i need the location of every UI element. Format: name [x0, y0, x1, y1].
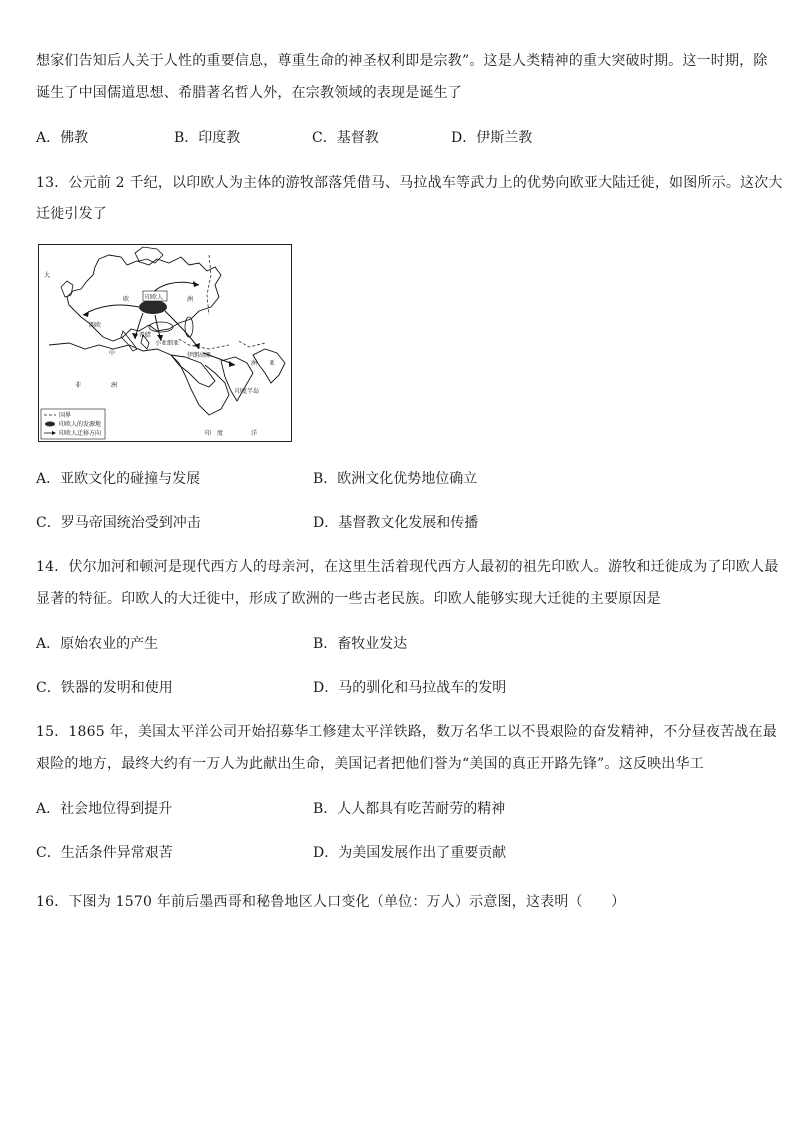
- legend-homeland-symbol: [45, 422, 55, 427]
- q15-option-b: B．人人都具有吃苦耐劳的精神: [313, 801, 506, 817]
- q14-option-c: C．铁器的发明和使用: [36, 680, 173, 696]
- label-india: 印度半岛: [235, 388, 260, 395]
- label-homeland: 印欧人: [145, 294, 164, 301]
- arabia-coastline: [171, 355, 215, 387]
- label-europe-1: 欧: [123, 296, 130, 303]
- british-isles: [61, 281, 73, 297]
- arrowhead-north: [193, 281, 199, 287]
- indo-european-homeland: [139, 300, 167, 314]
- label-africa-1: 非: [75, 382, 82, 389]
- label-asia-minor: 小亚细亚: [155, 340, 180, 347]
- q12-option-c: C．基督教: [312, 130, 379, 146]
- legend-border-label: 国界: [59, 412, 72, 419]
- map-legend: [41, 409, 105, 439]
- q13-option-b: B．欧洲文化优势地位确立: [313, 471, 478, 487]
- label-ocean-3: 洋: [251, 430, 258, 437]
- q12-option-b: B．印度教: [174, 130, 241, 146]
- q14-stem-line-1: 14．伏尔加河和顿河是现代西方人的母亲河，在这里生活着现代西方人最初的祖先印欧人。游牧和迁徙成为了印欧人最: [36, 559, 779, 575]
- label-greece: 希腊: [139, 332, 152, 339]
- q14-option-d: D．马的驯化和马拉战车的发明: [313, 680, 507, 696]
- q15-option-d: D．为美国发展作出了重要贡献: [313, 845, 507, 861]
- migration-map-svg: [39, 245, 291, 441]
- label-asia-2: 亚: [269, 360, 276, 367]
- q14-option-b: B．畜牧业发达: [313, 636, 408, 652]
- arrowhead-greece: [132, 333, 138, 339]
- label-iran: 伊朗高原: [187, 352, 212, 359]
- q12-option-d: D．伊斯兰教: [451, 130, 533, 146]
- indo-european-migration-map: [38, 244, 292, 442]
- q15-option-a: A．社会地位得到提升: [36, 801, 173, 817]
- legend-homeland-label: 印欧人的发源地: [59, 421, 102, 428]
- label-ocean-1: 印: [205, 430, 212, 437]
- q13-option-c: C．罗马帝国统治受到冲击: [36, 515, 201, 531]
- arrow-to-west-europe: [83, 305, 139, 315]
- q14-stem-line-2: 显著的特征。印欧人的大迁徙中，形成了欧洲的一些古老民族。印欧人能够实现大迁徙的主要原因是: [36, 591, 661, 607]
- label-asia-1: 洲: [251, 360, 258, 367]
- q13-option-d: D．基督教文化发展和传播: [313, 515, 479, 531]
- label-west-europe: 西欧: [89, 322, 102, 329]
- scandinavia-coastline: [135, 247, 163, 263]
- q12-stem-line-2: 诞生了中国儒道思想、希腊著名哲人外，在宗教领域的表现是诞生了: [36, 85, 462, 101]
- q13-stem-line-2: 迁徙引发了: [36, 206, 107, 222]
- q14-option-a: A．原始农业的产生: [36, 636, 159, 652]
- label-africa-2: 洲: [111, 382, 118, 389]
- label-top-left: 大: [44, 272, 51, 279]
- q15-stem-line-2: 艰险的地方，最终大约有一万人为此献出生命，美国记者把他们誉为“美国的真正开路先锋”。这反映出华工: [36, 756, 704, 772]
- q12-option-a: A．佛教: [36, 130, 89, 146]
- label-mediterranean: 中: [109, 350, 116, 357]
- q15-option-c: C．生活条件异常艰苦: [36, 845, 173, 861]
- q13-stem-line-1: 13．公元前 2 千纪，以印欧人为主体的游牧部落凭借马、马拉战车等武力上的优势向欧亚大陆迁徙，如图所示。这次大: [36, 175, 783, 191]
- label-europe-2: 洲: [187, 296, 194, 303]
- legend-arrow-label: 印欧人迁移方向: [59, 430, 102, 437]
- label-ocean-2: 度: [217, 430, 224, 437]
- arrowhead-india: [229, 361, 235, 367]
- q13-option-a: A．亚欧文化的碰撞与发展: [36, 471, 201, 487]
- q15-stem-line-1: 15．1865 年，美国太平洋公司开始招募华工修建太平洋铁路，数万名华工以不畏艰险的奋发精神，不分昼夜苦战在最: [36, 724, 777, 740]
- q12-stem-line-1: 想家们告知后人关于人性的重要信息，尊重生命的神圣权利即是宗教”。这是人类精神的重大突破时期。这一时期，除: [36, 53, 768, 69]
- q16-stem-line-1: 16．下图为 1570 年前后墨西哥和秘鲁地区人口变化（单位：万人）示意图，这表明（ ）: [36, 894, 626, 910]
